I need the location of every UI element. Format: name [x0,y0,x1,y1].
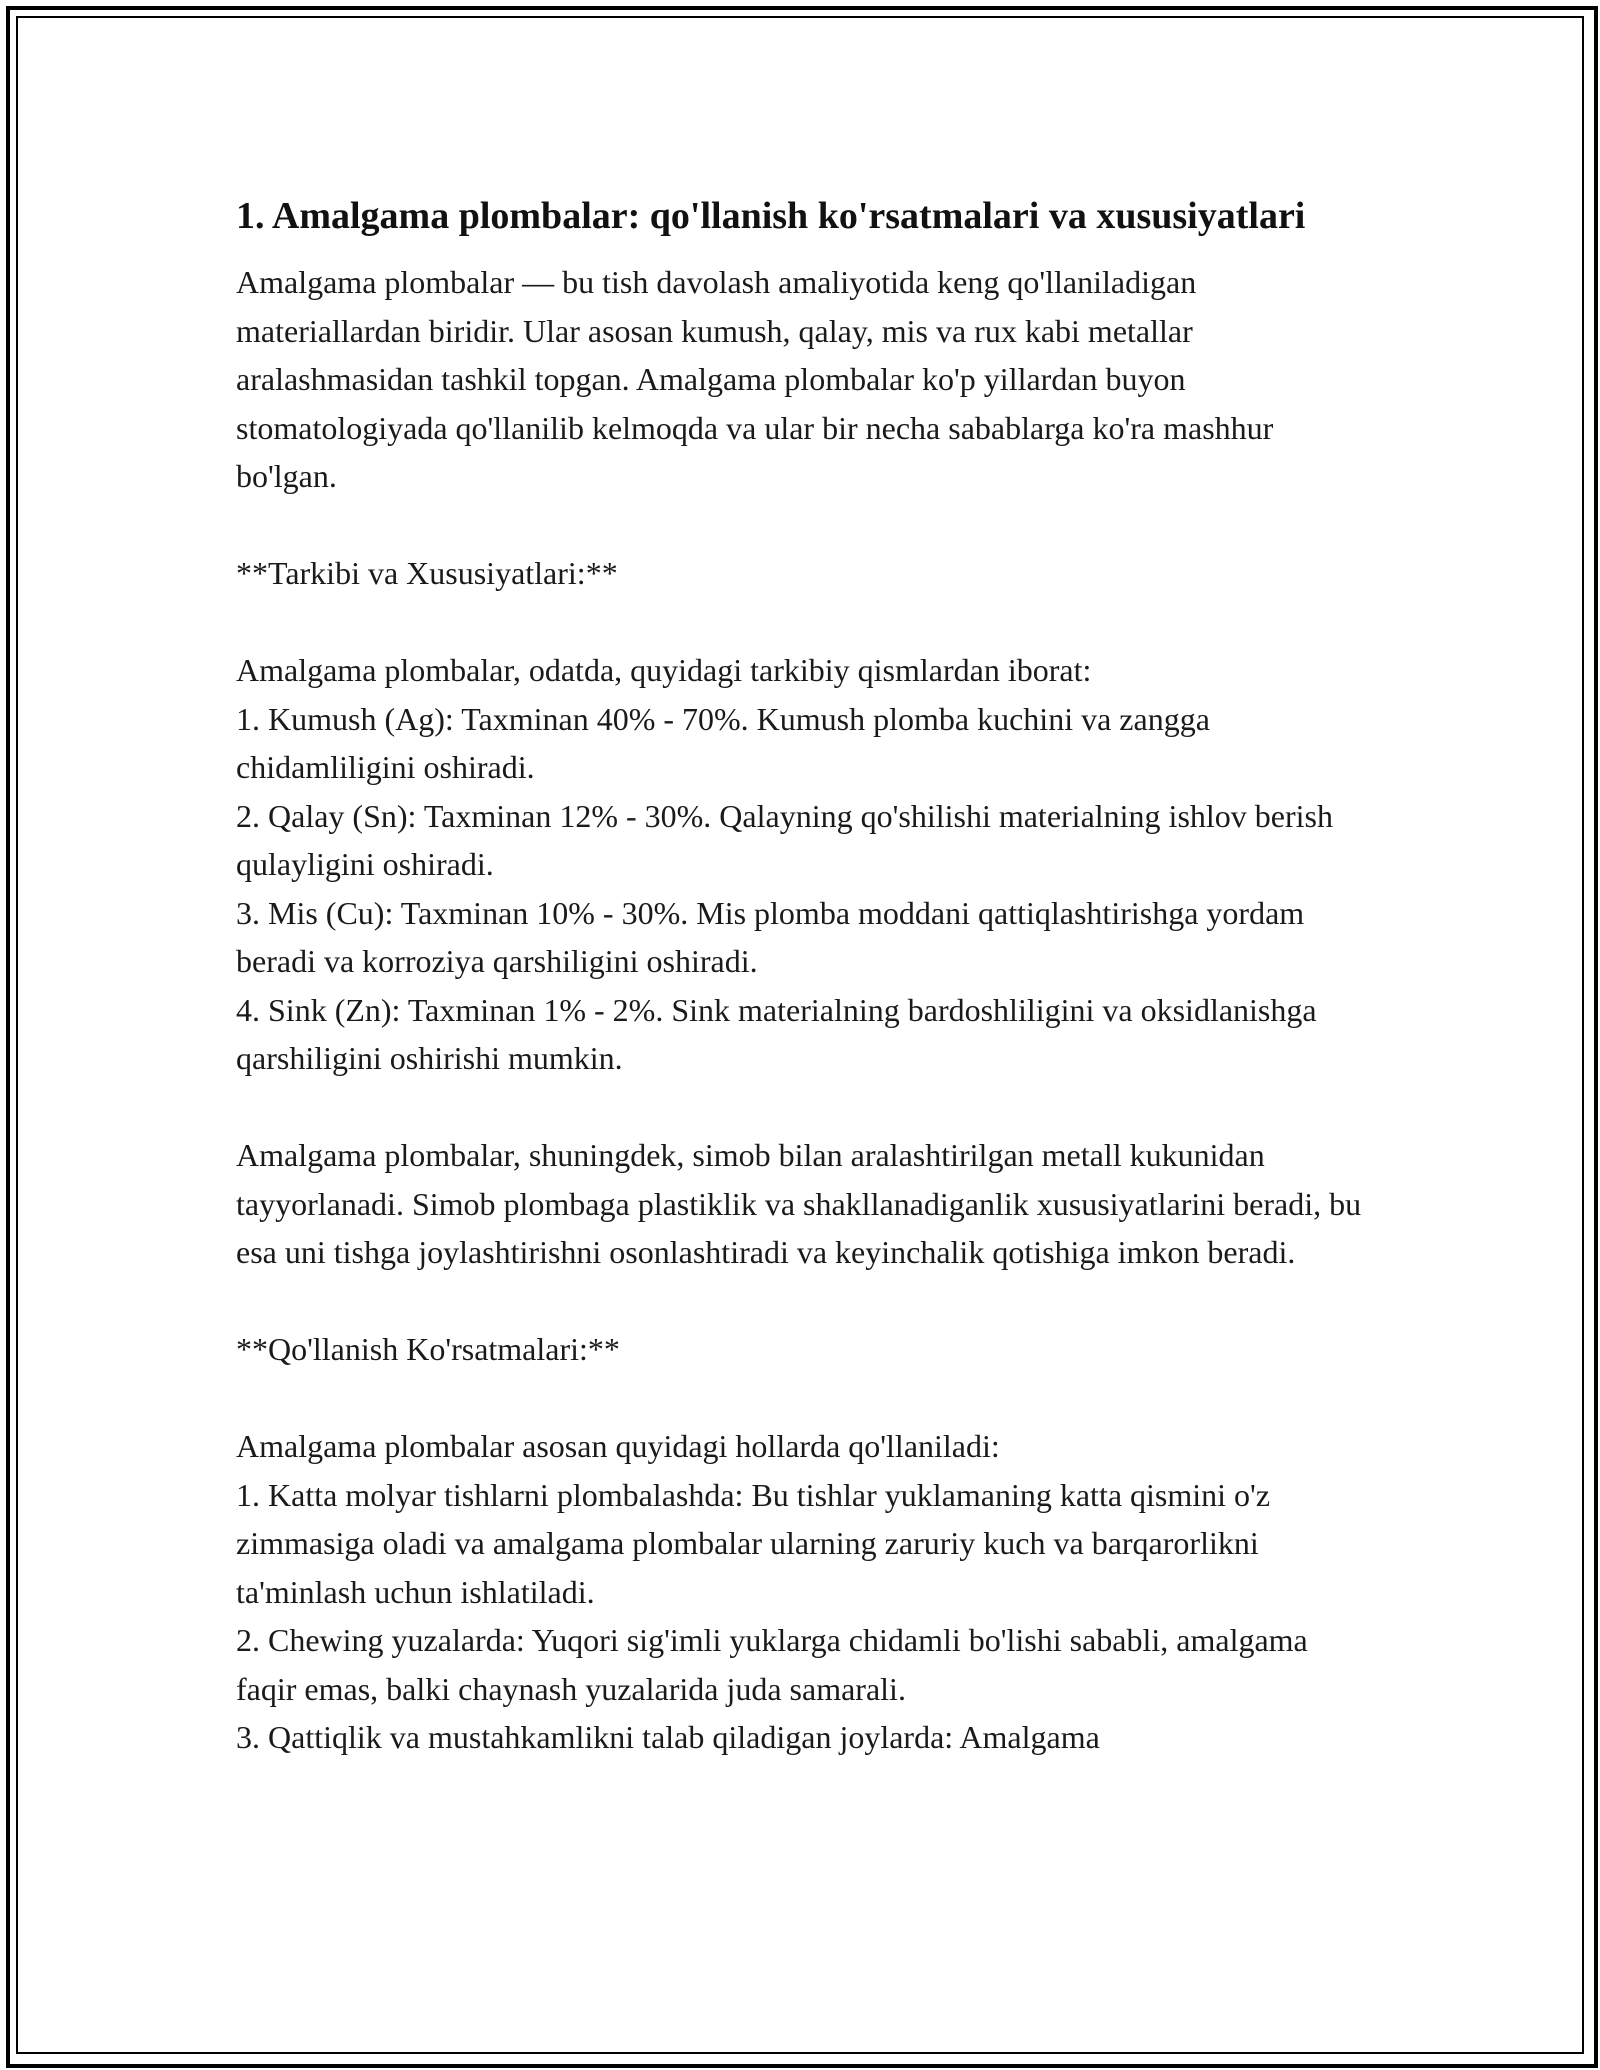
composition-lead: Amalgama plombalar, odatda, quyidagi tarkibiy qismlardan iborat: [236,652,1092,688]
intro-paragraph: Amalgama plombalar — bu tish davolash amaliyotida keng qo'llaniladigan materiallardan biridir. Ular asosan kumush, qalay, mis va rux kabi metallar aralashmasidan tashkil topgan. Amalgama plombalar ko'p yillardan buyon stomatologiyada qo'llanilib kelmoqda va ular bir necha sabablarga ko'ra mashhur bo'lgan. [236,264,1274,494]
spacer [236,1277,1364,1326]
spacer [236,1374,1364,1423]
composition-item-zinc: 4. Sink (Zn): Taxminan 1% - 2%. Sink materialning bardoshliligini va oksidlanishga qarshiligini oshirishi mumkin. [236,991,1317,1076]
spacer [236,1083,1364,1132]
composition-item-copper: 3. Mis (Cu): Taxminan 10% - 30%. Mis plomba moddani qattiqlashtirishga yordam beradi va korroziya qarshiligini oshiradi. [236,894,1305,979]
composition-heading: **Tarkibi va Xususiyatlari:** [236,555,618,591]
composition-item-tin: 2. Qalay (Sn): Taxminan 12% - 30%. Qalayning qo'shilishi materialning ishlov berish qulayligini oshiradi. [236,797,1333,882]
page-title: 1. Amalgama plombalar: qo'llanish ko'rsatmalari va xususiyatlari [236,195,1306,237]
indication-item-molars: 1. Katta molyar tishlarni plombalashda: Bu tishlar yuklamaning katta qismini o'z zimmasiga oladi va amalgama plombalar ularning zaruriy kuch va barqarorlikni ta'minlash uchun ishlatiladi. [236,1476,1271,1610]
indication-item-hardness: 3. Qattiqlik va mustahkamlikni talab qiladigan joylarda: Amalgama [236,1719,1100,1755]
indications-lead: Amalgama plombalar asosan quyidagi hollarda qo'llaniladi: [236,1428,1000,1464]
document-body [236,188,1364,1762]
mercury-paragraph: Amalgama plombalar, shuningdek, simob bilan aralashtirilgan metall kukunidan tayyorlanadi. Simob plombaga plastiklik va shakllanadiganlik xususiyatlarini beradi, bu esa uni tishga joylashtirishni osonlashtiradi va keyinchalik qotishiga imkon beradi. [236,1137,1362,1270]
spacer [236,598,1364,647]
spacer [236,501,1364,550]
composition-item-silver: 1. Kumush (Ag): Taxminan 40% - 70%. Kumush plomba kuchini va zangga chidamliligini oshiradi. [236,700,1210,785]
indications-heading: **Qo'llanish Ko'rsatmalari:** [236,1331,620,1367]
indication-item-chewing: 2. Chewing yuzalarda: Yuqori sig'imli yuklarga chidamli bo'lishi sababli, amalgama faqir emas, balki chaynash yuzalarida juda samarali. [236,1622,1308,1707]
